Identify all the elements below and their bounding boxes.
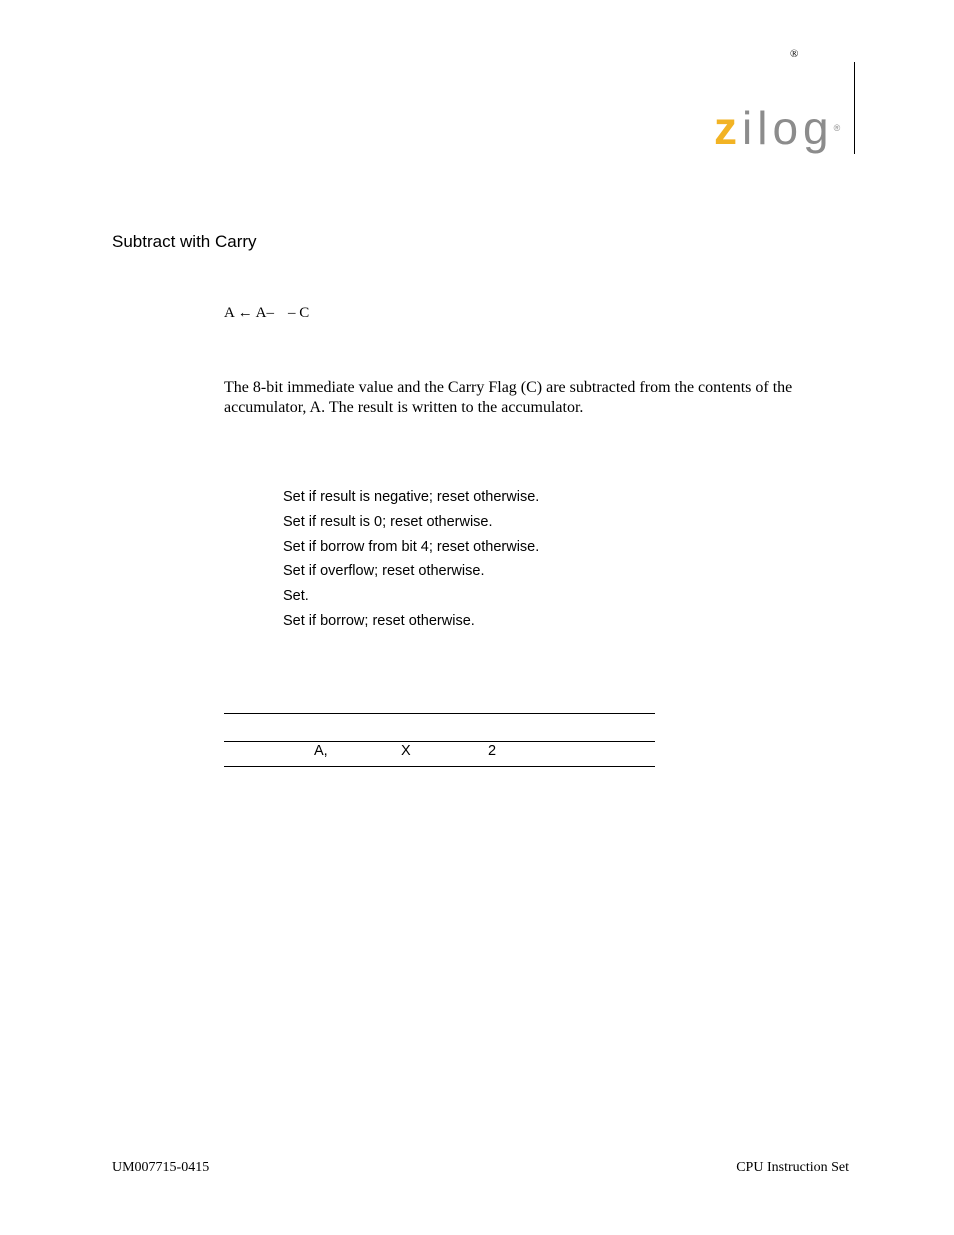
section-title: Subtract with Carry [112,232,257,251]
zilog-logo [714,102,840,154]
operation-part-2: – C [288,305,310,321]
description-text: The 8-bit immediate value and the Carry Flag (C) are subtracted from the contents of the accumulator, A. The result is written to the accumulator. [224,379,793,416]
table-cell-count: 2 [488,743,497,759]
table-bottom-rule [224,766,655,767]
flag-pv-description: Set if overflow; reset otherwise. [283,563,485,580]
footer-section-name: CPU Instruction Set [736,1160,849,1175]
footer-document-id: UM007715-0415 [112,1160,210,1175]
flag-list [283,487,539,636]
table-top-rule [224,713,655,714]
flag-z-description: Set if result is 0; reset otherwise. [283,513,493,530]
logo-letter-z: z [714,102,742,154]
logo-letters: ilog [742,102,834,154]
flag-h-description: Set if borrow from bit 4; reset otherwise. [283,538,540,555]
operation-part-1: A ← A– [224,305,275,321]
operation-formula [224,305,309,322]
registered-mark: ® [790,48,799,60]
table-header-rule [224,741,655,742]
table-cell-operand: A, [314,743,328,759]
flag-s-description: Set if result is negative; reset otherwise. [283,489,540,505]
header-vertical-rule [854,62,855,154]
logo-small-mark: ® [833,123,841,133]
flag-n-description: Set. [283,588,309,605]
flag-c-description: Set if borrow; reset otherwise. [283,612,475,629]
table-cell-x: X [401,743,411,759]
